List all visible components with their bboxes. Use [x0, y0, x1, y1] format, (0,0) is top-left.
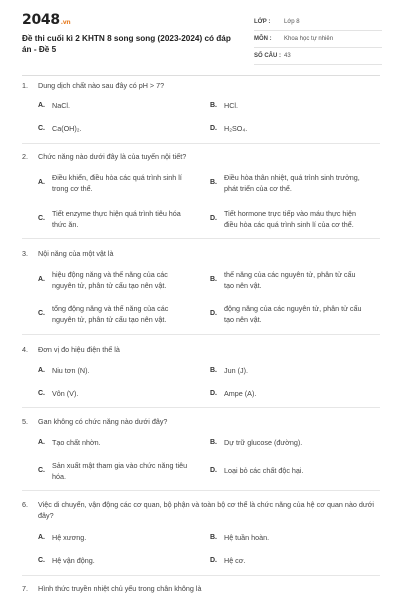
question-number: 1. [22, 81, 28, 90]
logo-suffix: .vn [60, 19, 71, 26]
option-3b[interactable] [210, 270, 364, 291]
meta-label: SỐ CÂU : [254, 53, 281, 59]
question-7 [22, 583, 201, 594]
question-3 [22, 248, 114, 259]
option-4a[interactable] [38, 366, 192, 377]
question-1 [22, 80, 164, 91]
option-text: Ca(OH)₂. [52, 124, 82, 133]
option-letter: A. [38, 276, 45, 284]
option-letter: C. [38, 125, 45, 132]
site-logo[interactable] [22, 12, 70, 28]
question-separator [22, 407, 380, 408]
option-5c[interactable] [38, 461, 192, 482]
option-letter: C. [38, 215, 45, 223]
option-1c[interactable] [38, 124, 192, 135]
option-letter: B. [210, 367, 217, 374]
option-1a[interactable] [38, 101, 192, 112]
question-2 [22, 151, 186, 162]
option-text: Vôn (V). [52, 389, 79, 398]
question-text: Gan không có chức năng nào dưới đây? [38, 417, 168, 426]
option-text: Hệ cơ. [224, 556, 246, 565]
option-text: Loại bỏ các chất độc hại. [224, 466, 304, 475]
question-separator [22, 334, 380, 335]
meta-table [254, 14, 382, 65]
option-4b[interactable] [210, 366, 364, 377]
question-number: 6. [22, 500, 28, 509]
option-letter: C. [38, 467, 45, 475]
question-number: 7. [22, 584, 28, 593]
header-divider [22, 75, 380, 76]
option-text: Tạo chất nhờn. [52, 438, 101, 447]
option-letter: C. [38, 390, 45, 397]
option-text: HCl. [224, 101, 238, 110]
option-letter: B. [210, 102, 217, 109]
logo-main: 2048 [22, 12, 60, 28]
option-text: Jun (J). [224, 366, 248, 375]
option-text: Tiết enzyme thực hiện quá trình tiêu hóa thức ăn. [52, 209, 181, 229]
option-2a[interactable] [38, 173, 192, 194]
option-text: Điều hòa thân nhiệt, quá trình sinh trưởng, phát triển của cơ thể. [224, 173, 360, 193]
question-separator [22, 575, 380, 576]
question-number: 3. [22, 249, 28, 258]
question-text: Nội năng của một vật là [38, 249, 114, 258]
option-3d[interactable] [210, 304, 364, 325]
option-2b[interactable] [210, 173, 364, 194]
option-text: H₂SO₄. [224, 124, 248, 133]
option-5b[interactable] [210, 438, 364, 449]
option-text: hiệu động năng và thế năng của các nguyên tử, phân tử cấu tạo nên vật. [52, 270, 168, 290]
option-text: Hệ vận động. [52, 556, 95, 565]
option-letter: A. [38, 102, 45, 109]
option-letter: A. [38, 534, 45, 541]
question-6 [22, 499, 378, 521]
option-letter: B. [210, 179, 217, 187]
meta-label: MÔN : [254, 36, 272, 42]
question-number: 4. [22, 345, 28, 354]
option-text: tổng động năng và thế năng của các nguyên tử, phân tử cấu tạo nên vật. [52, 304, 169, 324]
option-letter: B. [210, 534, 217, 541]
option-3c[interactable] [38, 304, 192, 325]
option-text: Hệ xương. [52, 533, 87, 542]
option-6b[interactable] [210, 533, 364, 544]
option-letter: D. [210, 125, 217, 132]
option-letter: B. [210, 439, 217, 446]
meta-value: 43 [284, 53, 291, 59]
question-4 [22, 344, 120, 355]
option-letter: D. [210, 557, 217, 564]
option-5a[interactable] [38, 438, 192, 449]
question-separator [22, 238, 380, 239]
option-6c[interactable] [38, 556, 192, 567]
question-text: Việc di chuyển, vận động các cơ quan, bộ phận và toàn bộ cơ thể là chức năng của hệ cơ quan nào dưới đây? [38, 500, 375, 520]
option-text: Sản xuất mật tham gia vào chức năng tiêu hóa. [52, 461, 188, 481]
option-3a[interactable] [38, 270, 192, 291]
meta-row-subject [254, 31, 382, 48]
option-6d[interactable] [210, 556, 364, 567]
option-text: Tiết hormone trực tiếp vào máu thực hiện điều hòa các quá trình sinh lí của cơ thể. [224, 209, 357, 229]
option-4d[interactable] [210, 389, 364, 400]
option-letter: D. [210, 390, 217, 397]
question-number: 5. [22, 417, 28, 426]
option-text: Ampe (A). [224, 389, 257, 398]
meta-value: Khoa học tự nhiên [284, 36, 334, 42]
question-text: Hình thức truyền nhiệt chủ yếu trong chân không là [38, 584, 202, 593]
question-separator [22, 490, 380, 491]
option-text: thế năng của các nguyên tử, phân tử cấu tạo nên vật. [224, 270, 356, 290]
question-separator [22, 143, 380, 144]
question-text: Đơn vị đo hiệu điện thế là [38, 345, 120, 354]
option-letter: A. [38, 439, 45, 446]
option-letter: D. [210, 467, 217, 474]
document-header [0, 0, 400, 72]
option-text: Niu tơn (N). [52, 366, 90, 375]
option-letter: B. [210, 276, 217, 284]
question-text: Chức năng nào dưới đây là của tuyến nội tiết? [38, 152, 187, 161]
meta-value: Lớp 8 [284, 19, 300, 25]
option-letter: A. [38, 367, 45, 374]
option-letter: C. [38, 557, 45, 564]
option-5d[interactable] [210, 466, 364, 477]
meta-label: LỚP : [254, 19, 271, 25]
document-title: Đề thi cuối kì 2 KHTN 8 song song (2023-2024) có đáp án - Đề 5 [22, 34, 231, 54]
option-letter: C. [38, 310, 45, 318]
option-2d[interactable] [210, 209, 364, 230]
option-4c[interactable] [38, 389, 192, 400]
option-text: động năng của các nguyên tử, phân tử cấu tạo nên vật. [224, 304, 362, 324]
option-6a[interactable] [38, 533, 192, 544]
option-letter: D. [210, 310, 217, 318]
question-number: 2. [22, 152, 28, 161]
option-letter: A. [38, 179, 45, 187]
option-letter: D. [210, 215, 217, 223]
meta-row-count [254, 48, 382, 65]
question-text: Dung dịch chất nào sau đây có pH > 7? [38, 81, 165, 90]
option-1d[interactable] [210, 124, 364, 135]
option-text: Điều khiển, điều hòa các quá trình sinh lí trong cơ thể. [52, 173, 182, 193]
meta-row-class [254, 14, 382, 31]
option-text: Dự trữ glucose (đường). [224, 438, 303, 447]
option-text: NaCl. [52, 101, 70, 110]
option-2c[interactable] [38, 209, 192, 230]
option-text: Hệ tuần hoàn. [224, 533, 270, 542]
option-1b[interactable] [210, 101, 364, 112]
question-5 [22, 416, 167, 427]
